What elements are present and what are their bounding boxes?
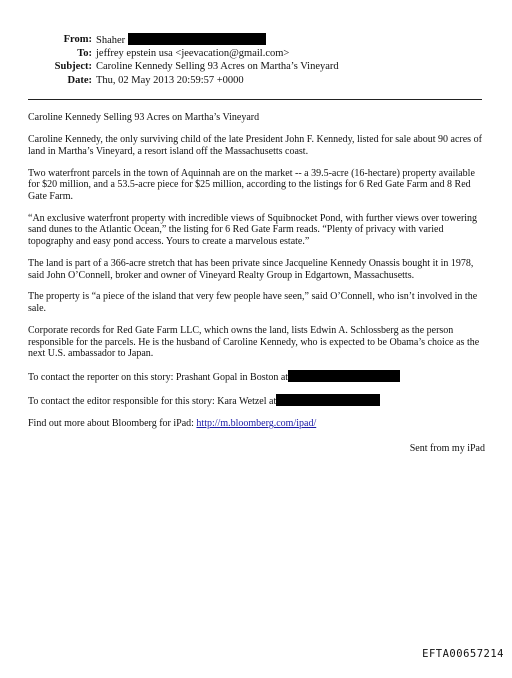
contact-reporter-text: To contact the reporter on this story: Prashant Gopal in Boston at (28, 372, 289, 384)
from-label: From: (63, 34, 92, 45)
subject-row (0, 60, 512, 74)
to-value: jeffrey epstein usa <jeevacation@gmail.com> (96, 47, 290, 59)
article-headline: Caroline Kennedy Selling 93 Acres on Martha’s Vineyard (28, 112, 260, 123)
article-paragraph-3: “An exclusive waterfront property with incredible views of Squibnocket Pond, with further views over towering sand dunes to the Atlantic Ocean,” the listing for 6 Red Gate Farm reads. “Plenty of privacy with varied topography and easy pond access. Yours to create a marvelous estate.” (28, 212, 478, 247)
date-label: Date: (67, 74, 92, 86)
article-paragraph-1: Caroline Kennedy, the only surviving child of the late President John F. Kennedy, listed for sale about 90 acres of land in Martha’s Vineyard, a resort island off the Massachusetts coast. (28, 133, 482, 157)
to-row (0, 47, 512, 61)
email-header (0, 33, 512, 87)
subject-label: Subject: (54, 61, 92, 72)
contact-editor-line (28, 394, 486, 408)
date-row (0, 74, 512, 88)
date-value: Thu, 02 May 2013 20:59:57 +0000 (96, 74, 244, 86)
redaction-reporter-email (288, 370, 400, 382)
find-more-text: Find out more about Bloomberg for iPad: (28, 418, 194, 430)
subject-value: Caroline Kennedy Selling 93 Acres on Martha’s Vineyard (96, 61, 339, 72)
article-paragraph-6: Corporate records for Red Gate Farm LLC, which owns the land, lists Edwin A. Schlossberg as the person responsible for the parcels. He is the husband of Caroline Kennedy, who is expected to be Obama’s choice as the next U.S. ambassador to Japan. (28, 325, 480, 360)
find-more-line (28, 418, 486, 430)
contact-reporter-line (28, 370, 486, 384)
to-label: To: (77, 47, 92, 59)
redaction-editor-email (276, 394, 380, 406)
from-value (96, 33, 266, 48)
redaction-from (128, 33, 266, 45)
email-body (28, 112, 486, 440)
from-name: Shaher (96, 35, 126, 46)
article-paragraph-5: The property is “a piece of the island that very few people have seen,” said O’Connell, who isn’t involved in the sale. (28, 291, 478, 315)
signoff: Sent from my iPad (409, 443, 485, 454)
article-paragraph-4: The land is part of a 366-acre stretch that has been private since Jacqueline Kennedy Onassis bought it in 1978, said John O’Connell, broker and owner of Vineyard Realty Group in Edgartown, Massachusetts. (28, 257, 474, 281)
document-id: EFTA00657214 (422, 648, 504, 660)
article-paragraph-2: Two waterfront parcels in the town of Aquinnah are on the market -- a 39.5-acre (16-hectare) property available for $20 million, and a 53.5-acre piece for $25 million, according to the listings for 6 Red Gate Farm and 8 Red Gate Farm. (28, 167, 475, 202)
from-row (0, 33, 512, 47)
bloomberg-ipad-link[interactable]: http://m.bloomberg.com/ipad/ (196, 418, 317, 430)
header-divider (28, 99, 482, 100)
contact-editor-text: To contact the editor responsible for this story: Kara Wetzel at (28, 396, 277, 408)
